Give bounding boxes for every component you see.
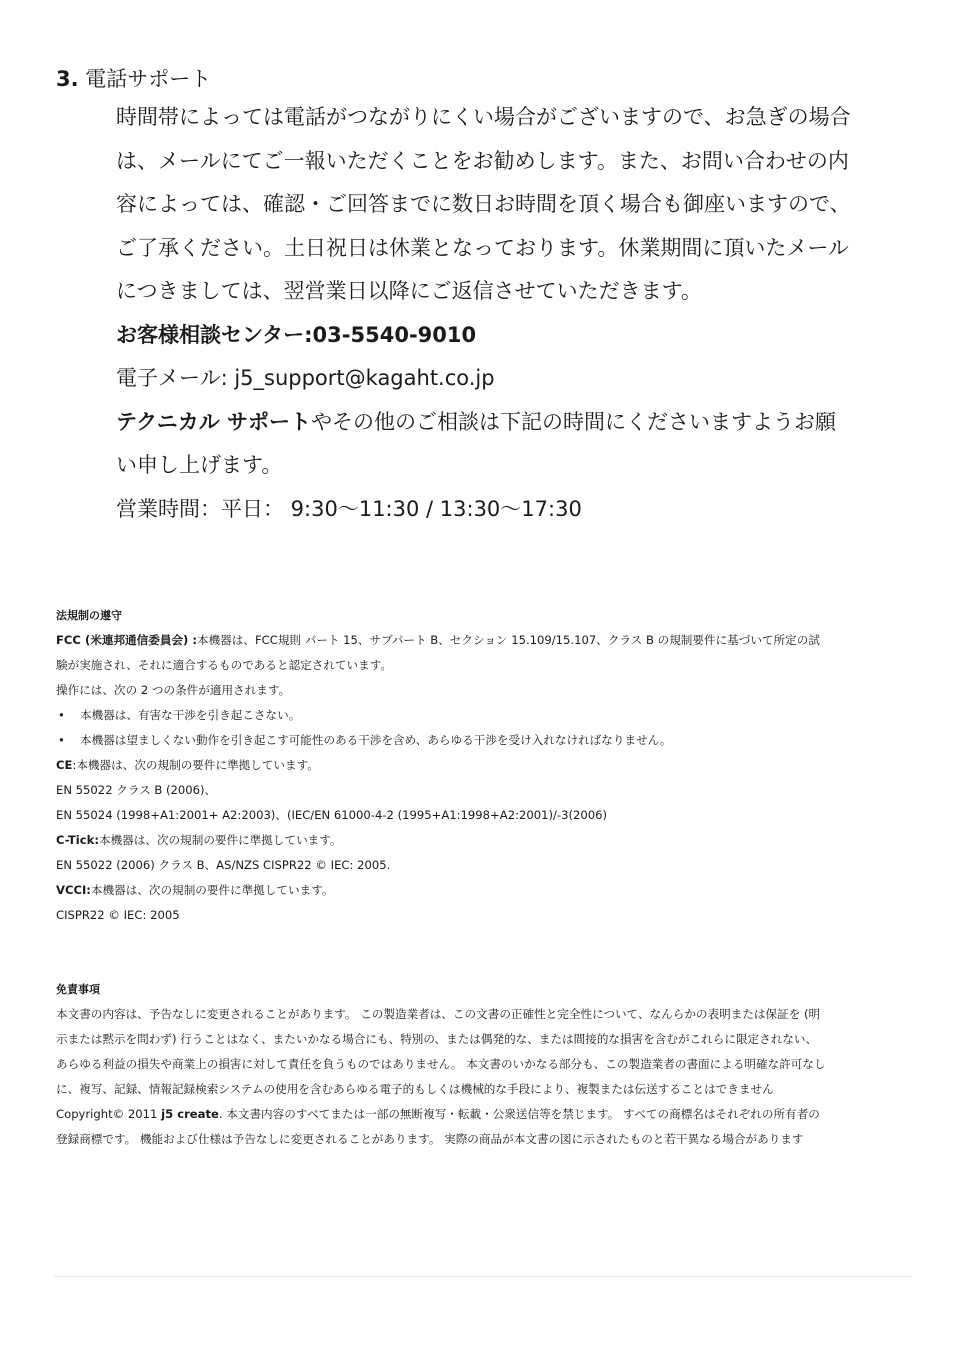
list-item-text: 本機器は、有害な干渉を引き起こさない。 <box>80 708 301 722</box>
disclaimer-line: 本文書の内容は、予告なしに変更されることがあります。 この製造業者は、この文書の正確性と完全性について、なんらかの表明または保証を (明 <box>56 1007 821 1021</box>
list-item <box>56 703 916 728</box>
section-title-text: 電話サポート <box>85 67 212 91</box>
ce-text: :本機器は、次の規制の要件に準拠しています。 <box>72 758 319 772</box>
disclaimer-line: 示または黙示を問わず) 行うことはなく、またいかなる場合にも、特別の、または偶発的な、または間接的な損害を含むがこれらに限定されない、 <box>56 1032 818 1046</box>
regulatory-section <box>56 603 916 928</box>
vcci-label: VCCI: <box>56 883 91 897</box>
list-item <box>56 728 916 753</box>
copyright-line <box>56 1102 916 1127</box>
copyright-text: . 本文書内容のすべてまたは一部の無断複写・転載・公衆送信等を禁じます。 すべての商標名はそれぞれの所有者の <box>218 1107 820 1121</box>
ctick-standard: EN 55022 (2006) クラス B、AS/NZS CISPR22 © IEC: 2005. <box>56 858 391 872</box>
tech-support-line-2: い申し上げます。 <box>116 453 283 477</box>
bullet-icon: • <box>58 708 65 722</box>
list-item-text: 本機器は望ましくない動作を引き起こす可能性のある干渉を含め、あらゆる干渉を受け入れなければなりません。 <box>80 733 672 747</box>
vcci-line <box>56 878 916 903</box>
vcci-standard: CISPR22 © IEC: 2005 <box>56 908 180 922</box>
vcci-text: 本機器は、次の規制の要件に準拠しています。 <box>90 883 334 897</box>
disclaimer-heading: 免責事項 <box>56 983 100 996</box>
body-line: ご了承ください。土日祝日は休業となっております。休業期間に頂いたメール <box>116 235 849 260</box>
business-hours: 営業時間：平日： 9:30～11:30 / 13:30～17:30 <box>116 496 582 521</box>
disclaimer-line: あらゆる利益の損失や商業上の損害に対して責任を負うものではありません。 本文書のいかなる部分も、この製造業者の書面による明確な許可なし <box>56 1057 826 1071</box>
tech-support-line <box>116 401 916 445</box>
ce-line <box>56 753 916 778</box>
ctick-label: C-Tick: <box>56 833 99 847</box>
bullet-icon: • <box>58 733 65 747</box>
ctick-line <box>56 828 916 853</box>
body-line: は、メールにてご一報いただくことをお勧めします。また、お問い合わせの内 <box>116 148 849 173</box>
fcc-text: 本機器は、FCC規則 パート 15、サブパート B、セクション 15.109/15.107、クラス B の規制要件に基づいて所定の試 <box>197 633 820 647</box>
conditions-line: 操作には、次の 2 つの条件が適用されます。 <box>56 683 291 697</box>
brand-name: j5 create <box>161 1107 219 1121</box>
disclaimer-line: に、複写、記録、情報記録検索システムの使用を含むあらゆる電子的もしくは機械的な手段により、複製または伝送することはできません <box>56 1082 774 1096</box>
fcc-line <box>56 628 916 653</box>
body-line: 時間帯によっては電話がつながりにくい場合がございますので、お急ぎの場合 <box>116 105 851 129</box>
fcc-label: FCC (米連邦通信委員会) : <box>56 633 197 647</box>
disclaimer-section <box>56 977 916 1152</box>
body-line: 容によっては、確認・ご回答までに数日お時間を頂く場合も御座いますので、 <box>116 192 851 216</box>
tech-support-text: やその他のご相談は下記の時間にくださいますようお願 <box>311 409 837 434</box>
regulatory-heading: 法規制の遵守 <box>56 609 122 622</box>
support-email: 電子メール: j5_support@kagaht.co.jp <box>116 366 495 390</box>
phone-support-section <box>56 62 916 531</box>
section-body <box>116 96 916 531</box>
footer-divider <box>54 1276 912 1277</box>
ce-standard: EN 55024 (1998+A1:2001+ A2:2003)、(IEC/EN 61000-4-2 (1995+A1:1998+A2:2001)/-3(2006) <box>56 808 608 822</box>
tech-support-label: テクニカル サポート <box>116 409 312 434</box>
body-line: につきましては、翌営業日以降にご返信させていただきます。 <box>116 279 702 303</box>
ce-standard: EN 55022 クラス B (2006)、 <box>56 783 217 797</box>
disclaimer-last-line: 登録商標です。 機能および仕様は予告なしに変更されることがあります。 実際の商品が本文書の図に示されたものと若干異なる場合があります <box>56 1132 804 1146</box>
center-phone: お客様相談センター:03-5540-9010 <box>116 322 477 347</box>
copyright-prefix: Copyright© 2011 <box>56 1107 162 1121</box>
section-number: 3. <box>56 67 79 91</box>
fcc-line-2: 験が実施され、それに適合するものであると認定されています。 <box>56 658 392 672</box>
ctick-text: 本機器は、次の規制の要件に準拠しています。 <box>98 833 342 847</box>
ce-label: CE <box>56 758 73 772</box>
section-title <box>56 62 916 96</box>
